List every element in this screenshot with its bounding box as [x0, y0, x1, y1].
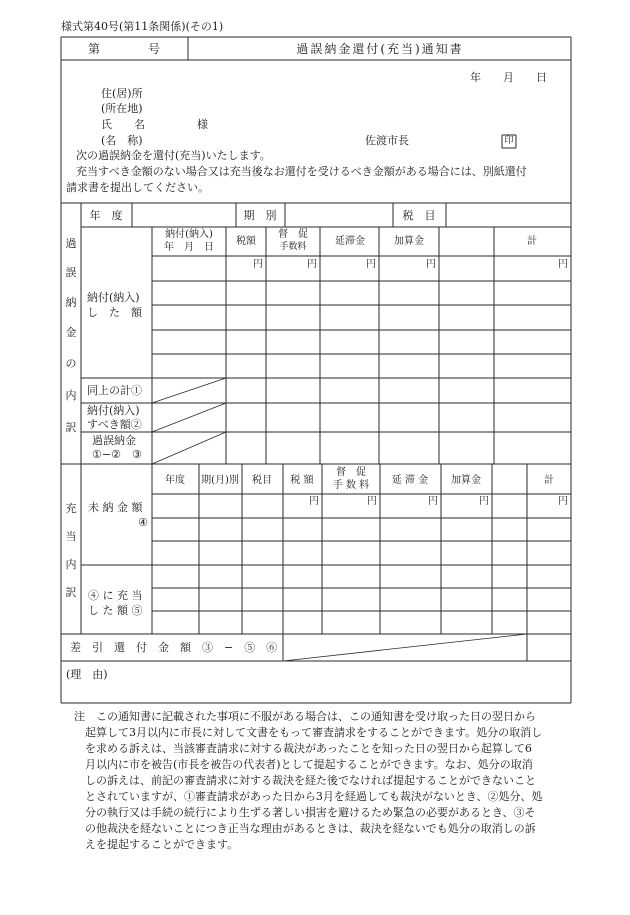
yen-unit: 円 — [558, 259, 568, 270]
form-number-label: 様式第40号(第11条関係)(その1) — [61, 20, 224, 33]
notice-line-1: 次の過誤納金を還付(充当)いたします。 — [76, 149, 271, 162]
note-mark: 注 — [74, 710, 85, 723]
honorific: 様 — [197, 118, 208, 131]
apply-col-additional: 加算金 — [451, 475, 481, 486]
yen-unit: 円 — [307, 259, 317, 270]
fiscal-year-label: 年 度 — [89, 209, 123, 222]
note-line: えを提起することができます。 — [85, 838, 239, 851]
refund-side-char: 金 — [65, 326, 77, 339]
applied-amount-label: ④ に 充 当 — [88, 589, 143, 602]
col-late-fee: 延滞金 — [335, 236, 365, 247]
note-line: 起算して3月以内に市長に対して文書をもって審査請求をすることができます。処分の取消し — [85, 726, 543, 739]
refund-side-char: 内 — [65, 389, 77, 402]
paid-amount-label: 納付(納入) — [87, 291, 140, 304]
refund-side-char: 訳 — [65, 421, 77, 434]
document-title: 過誤納金還付(充当)通知書 — [296, 42, 464, 56]
col-reminder-fee-sub: 手数料 — [279, 242, 307, 252]
note-line: 月以内に市を被告(市長を被告の代表者)として提起することができます。なお、処分の取消 — [85, 758, 533, 771]
note-line: しの訴えは、前記の審査請求に対する裁決を経た後でなければ提起することができないこと — [85, 774, 536, 787]
notice-line-3: 請求書を提出してください。 — [66, 181, 209, 194]
applied-amount-label-sub: し た 額 ⑤ — [88, 604, 143, 617]
name-label: 氏 名 — [101, 118, 145, 131]
apply-col-total: 計 — [544, 475, 554, 486]
yen-unit: 円 — [426, 259, 436, 270]
col-tax: 税額 — [236, 236, 256, 247]
col-reminder-fee: 督 促 — [278, 229, 308, 240]
refund-side-char: 過 — [65, 237, 77, 250]
yen-unit: 円 — [309, 496, 319, 507]
note-line: 分の執行又は手続の続行により生ずる著しい損害を避けるため緊急の必要があるとき、③そ — [85, 806, 536, 819]
note-line: の他裁決を経ないことにつき正当な理由があるときは、裁決を経ないでも処分の取消しの訴 — [85, 822, 536, 835]
refund-side-char: 誤 — [65, 266, 77, 279]
apply-col-tax-item: 税目 — [252, 475, 272, 486]
refund-side-char: 納 — [65, 296, 77, 309]
paid-amount-label-sub: し た 額 — [87, 306, 142, 319]
issue-date: 年 月 日 — [470, 71, 547, 84]
residence-label: 住(居)所 — [101, 87, 143, 100]
apply-side-char: 当 — [65, 530, 77, 543]
col-additional: 加算金 — [394, 236, 424, 247]
apply-side-char: 訳 — [65, 586, 77, 599]
apply-col-reminder-fee-sub: 手 数 料 — [332, 480, 370, 491]
apply-col-late-fee: 延 滞 金 — [391, 475, 429, 486]
due-amount-label-sub: すべき額② — [87, 418, 142, 431]
yen-unit: 円 — [367, 496, 377, 507]
issuer-mayor: 佐渡市長 — [365, 134, 409, 147]
unpaid-amount-label: 未 納 金 額 — [88, 501, 143, 514]
apply-col-reminder-fee: 督 促 — [336, 467, 366, 478]
yen-unit: 円 — [479, 496, 489, 507]
note-line: を求める訴えは、当該審査請求に対する裁決があったことを知った日の翌日から起算して6 — [85, 742, 532, 755]
corp-name-label: (名 称) — [101, 134, 143, 147]
apply-col-year: 年度 — [165, 475, 185, 486]
seal-mark: 印 — [504, 136, 514, 146]
note-line: この通知書に記載された事項に不服がある場合は、この通知書を受け取った日の翌日から — [96, 710, 536, 723]
yen-unit: 円 — [428, 496, 438, 507]
subtotal-label: 同上の計① — [87, 384, 142, 397]
notice-line-2: 充当すべき金額のない場合又は充当後なお還付を受けるべき金額がある場合には、別紙還付 — [76, 165, 527, 178]
location-label: (所在地) — [101, 102, 143, 115]
net-refund-label: 差 引 還 付 金 額 ③ − ⑤ ⑥ — [70, 641, 278, 654]
col-total: 計 — [527, 236, 537, 247]
unpaid-amount-label-sub: ④ — [138, 516, 148, 529]
apply-col-period: 期(月)別 — [201, 475, 239, 486]
col-pay-date: 納付(納入) — [165, 229, 213, 240]
reason-label: (理 由) — [66, 668, 108, 681]
note-line: とされていますが、①審査請求があった日から3月を経過しても裁決がないとき、②処分、処 — [85, 790, 543, 803]
col-pay-date-sub: 年 月 日 — [164, 242, 214, 253]
yen-unit: 円 — [366, 259, 376, 270]
refund-side-char: の — [65, 357, 77, 370]
apply-side-char: 内 — [65, 558, 77, 571]
due-amount-label: 納付(納入) — [87, 404, 140, 417]
document-number-label: 第 号 — [87, 42, 161, 56]
tax-item-label: 税 目 — [402, 209, 436, 222]
yen-unit: 円 — [558, 496, 568, 507]
yen-unit: 円 — [253, 259, 263, 270]
period-label: 期 別 — [243, 209, 277, 222]
overpaid-label-sub: ①−② ③ — [92, 448, 142, 461]
apply-side-char: 充 — [65, 502, 77, 515]
apply-col-tax: 税 額 — [290, 475, 314, 486]
overpaid-label: 過誤納金 — [92, 434, 136, 447]
